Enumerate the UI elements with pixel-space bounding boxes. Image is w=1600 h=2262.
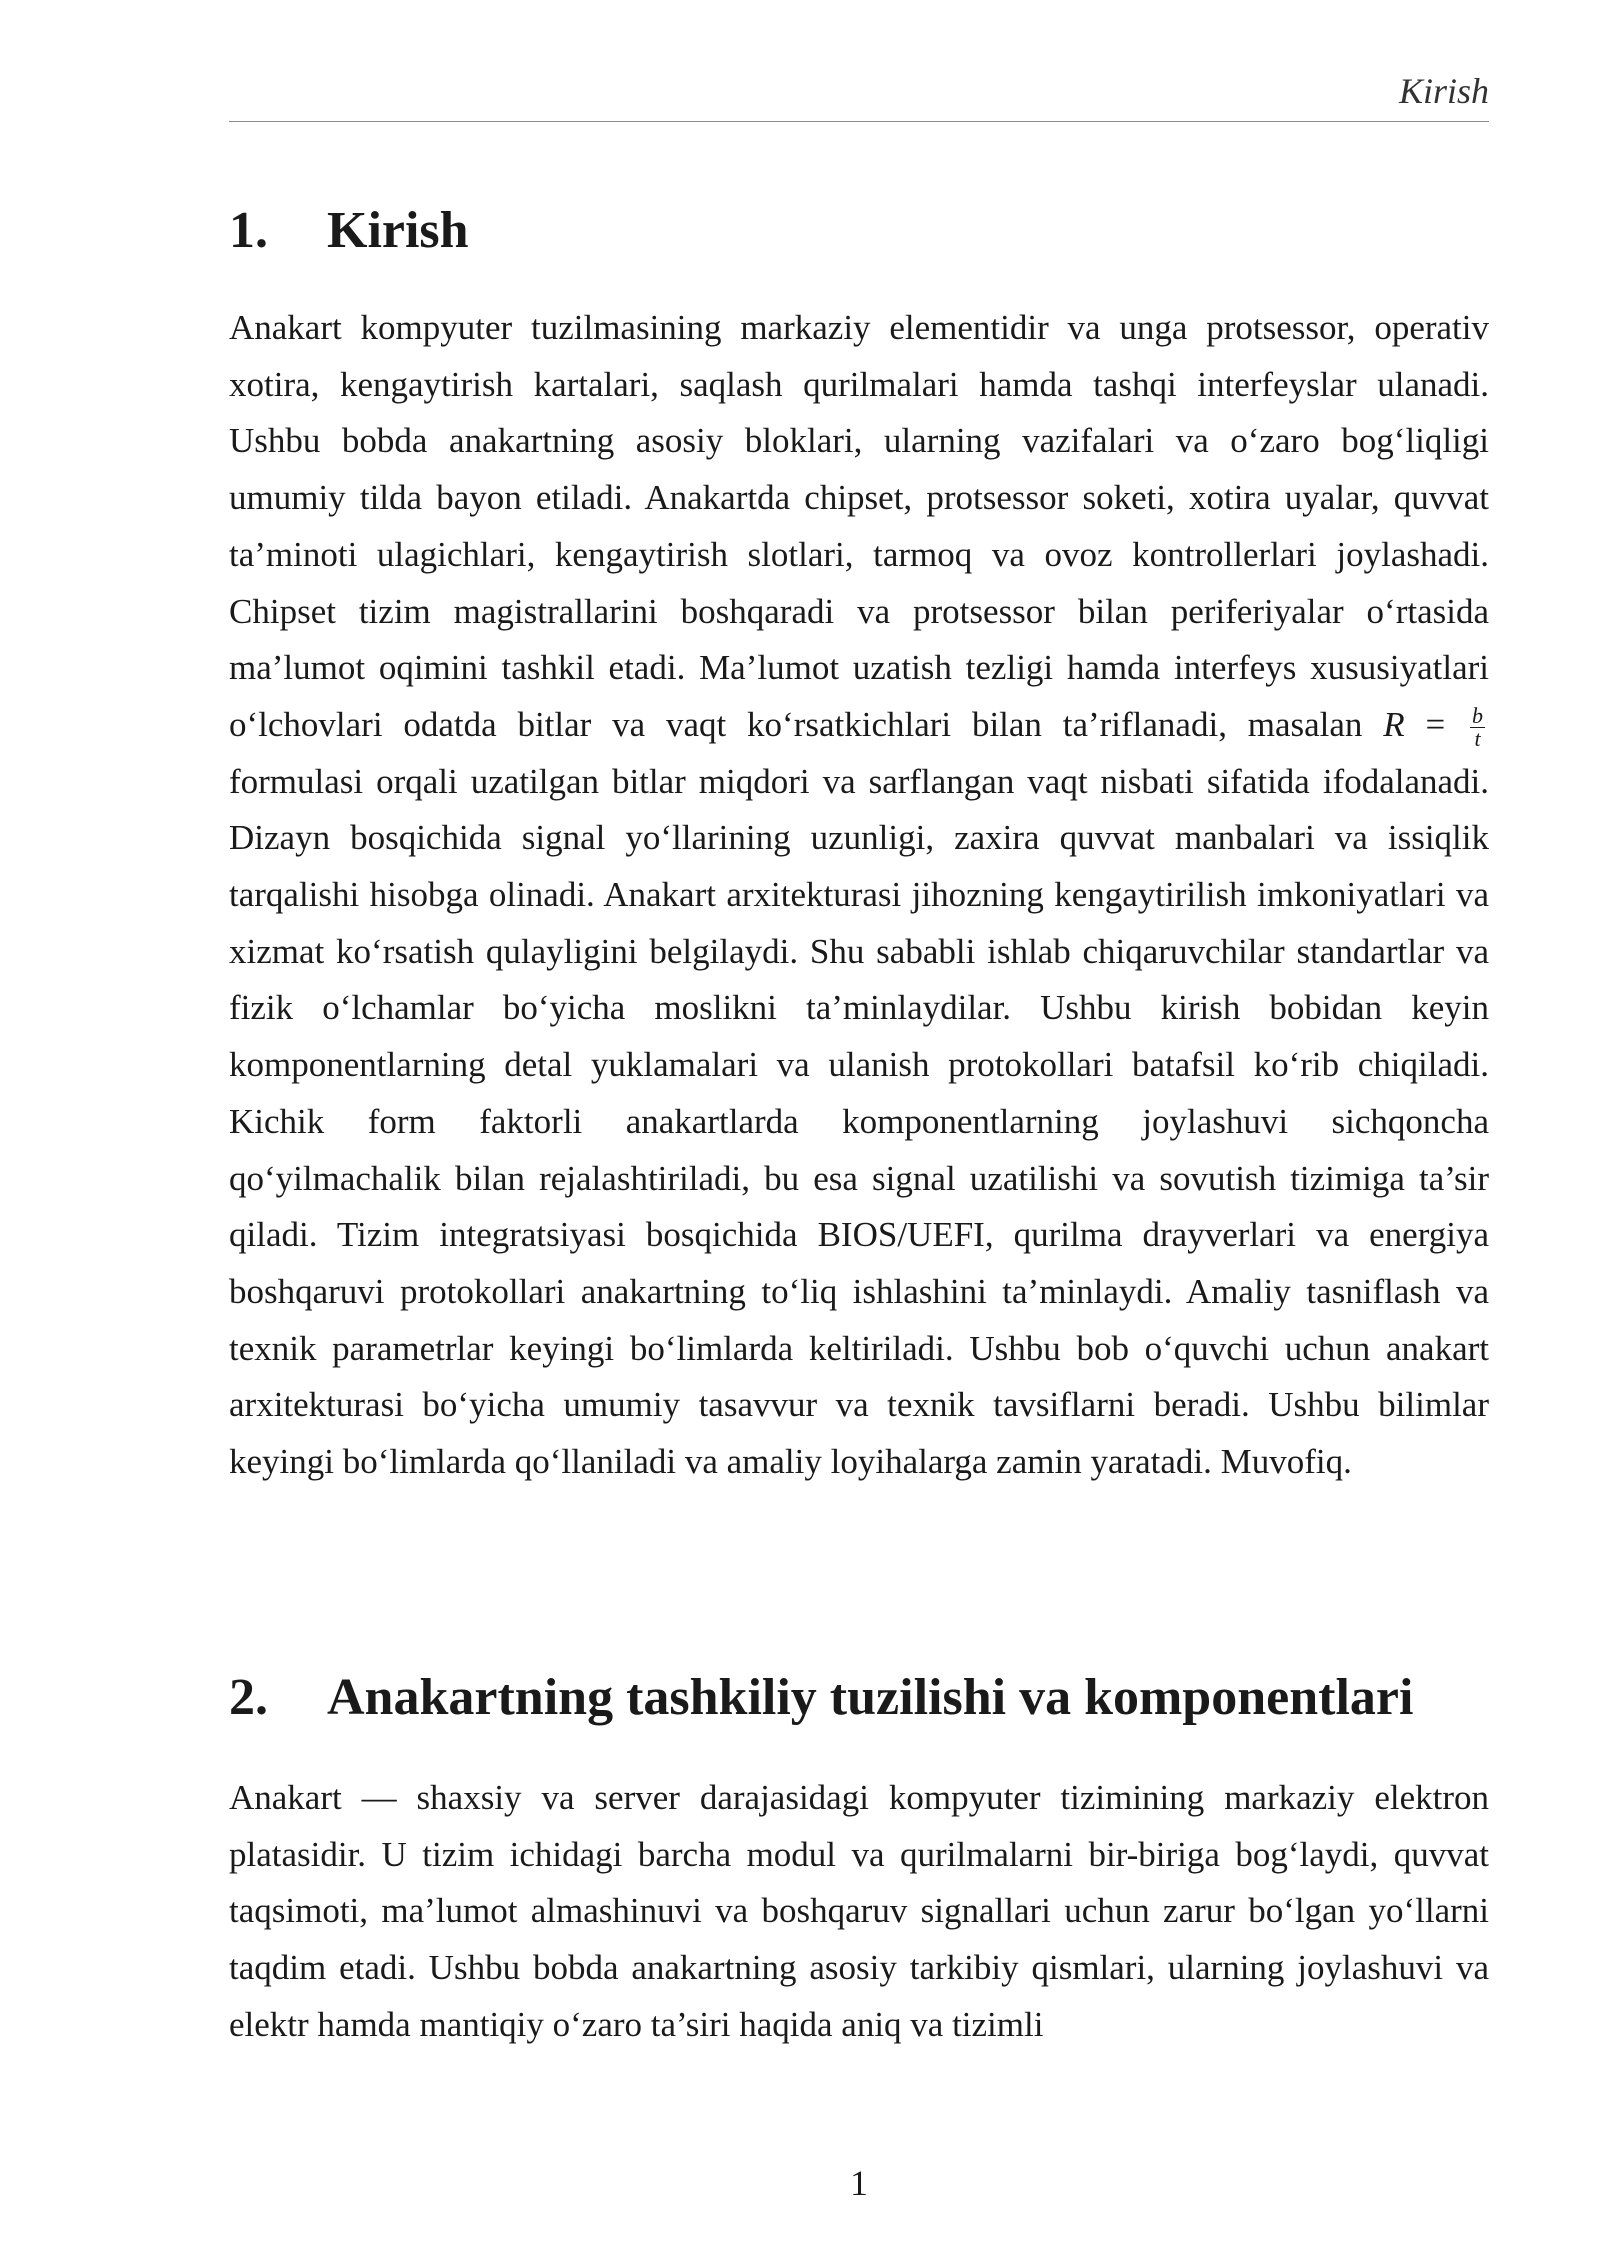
section-2-paragraph: Anakart — shaxsiy va server darajasidagi kompyuter tizimining markaziy elektron platasidir. U tizim ichidagi barcha modul va qurilmalarni bir-biriga bog‘laydi, quvvat taqsimoti, ma’lumot almashinuvi va boshqaruv signallari uchun zarur bo‘lgan yo‘llarni taqdim etadi. Ushbu bobda anakartning asosiy tarkibiy qismlari, ularning joylashuvi va elektr hamda mantiqiy o‘zaro ta’siri haqida aniq va tizimli	[229, 1778, 1489, 2044]
section-1-text-after-formula: formulasi orqali uzatilgan bitlar miqdori va sarflangan vaqt nisbati sifatida ifodalanadi. Dizayn bosqichida signal yo‘llarining uzunligi, zaxira quvvat manbalari va issiqlik tarqalishi hisobga olinadi. Anakart arxitekturasi jihozning kengaytirilish imkoniyatlari va xizmat ko‘rsatish qulayligini belgilaydi. Shu sababli ishlab chiqaruvchilar standartlar va fizik o‘lchamlar bo‘yicha moslikni ta’minlaydilar. Ushbu kirish bobidan keyin komponentlarning detal yuklamalari va ulanish protokollari batafsil ko‘rib chiqiladi. Kichik form faktorli anakartlarda komponentlarning joylashuvi sichqoncha qo‘yilmachalik bilan rejalashtiriladi, bu esa signal uzatilishi va sovutish tizimiga ta’sir qiladi. Tizim integratsiyasi bosqichida BIOS/UEFI, qurilma drayverlari va energiya boshqaruvi protokollari anakartning to‘liq ishlashini ta’minlaydi. Amaliy tasniflash va texnik parametrlar keyingi bo‘limlarda keltiriladi. Ushbu bob o‘quvchi uchun anakart arxitekturasi bo‘yicha umumiy tasavvur va texnik tavsiflarni beradi. Ushbu bilimlar keyingi bo‘limlarda qo‘llaniladi va amaliy loyihalarga zamin yaratadi. Muvofiq.	[229, 761, 1489, 1482]
formula-lhs: R	[1383, 704, 1405, 744]
section-1-number: 1.	[229, 202, 268, 259]
section-1-text-before-formula: Anakart kompyuter tuzilmasining markaziy elementidir va unga protsessor, operativ xotira, kengaytirish kartalari, saqlash qurilmalari hamda tashqi interfeyslar ulanadi. Ushbu bobda anakartning asosiy bloklari, ularning vazifalari va o‘zaro bog‘liqligi umumiy tilda bayon etiladi. Anakartda chipset, protsessor soketi, xotira uyalar, quvvat ta’minoti ulagichlari, kengaytirish slotlari, tarmoq va ovoz kontrollerlari joylashadi. Chipset tizim magistrallarini boshqaradi va protsessor bilan periferiyalar o‘rtasida ma’lumot oqimini tashkil etadi. Ma’lumot uzatish tezligi hamda interfeys xususiyatlari o‘lchovlari odatda bitlar va vaqt ko‘rsatkichlari bilan ta’riflanadi, masalan	[229, 308, 1489, 744]
formula-denominator: t	[1474, 726, 1481, 752]
section-2-heading	[229, 1668, 1489, 1728]
header-rule	[229, 121, 1489, 122]
formula-fraction	[1470, 705, 1485, 750]
running-head: Kirish	[1398, 71, 1489, 111]
section-1-title: Kirish	[327, 202, 469, 259]
page-number: 1	[850, 2163, 868, 2203]
formula-numerator: b	[1472, 703, 1484, 729]
formula-equals: =	[1425, 704, 1446, 744]
section-1-heading	[229, 201, 1489, 261]
document-page	[229, 0, 1489, 2262]
section-2-number: 2.	[229, 1669, 268, 1726]
section-2-title: Anakartning tashkiliy tuzilishi va komponentlari	[327, 1669, 1414, 1726]
section-1-paragraph	[229, 300, 1489, 1491]
